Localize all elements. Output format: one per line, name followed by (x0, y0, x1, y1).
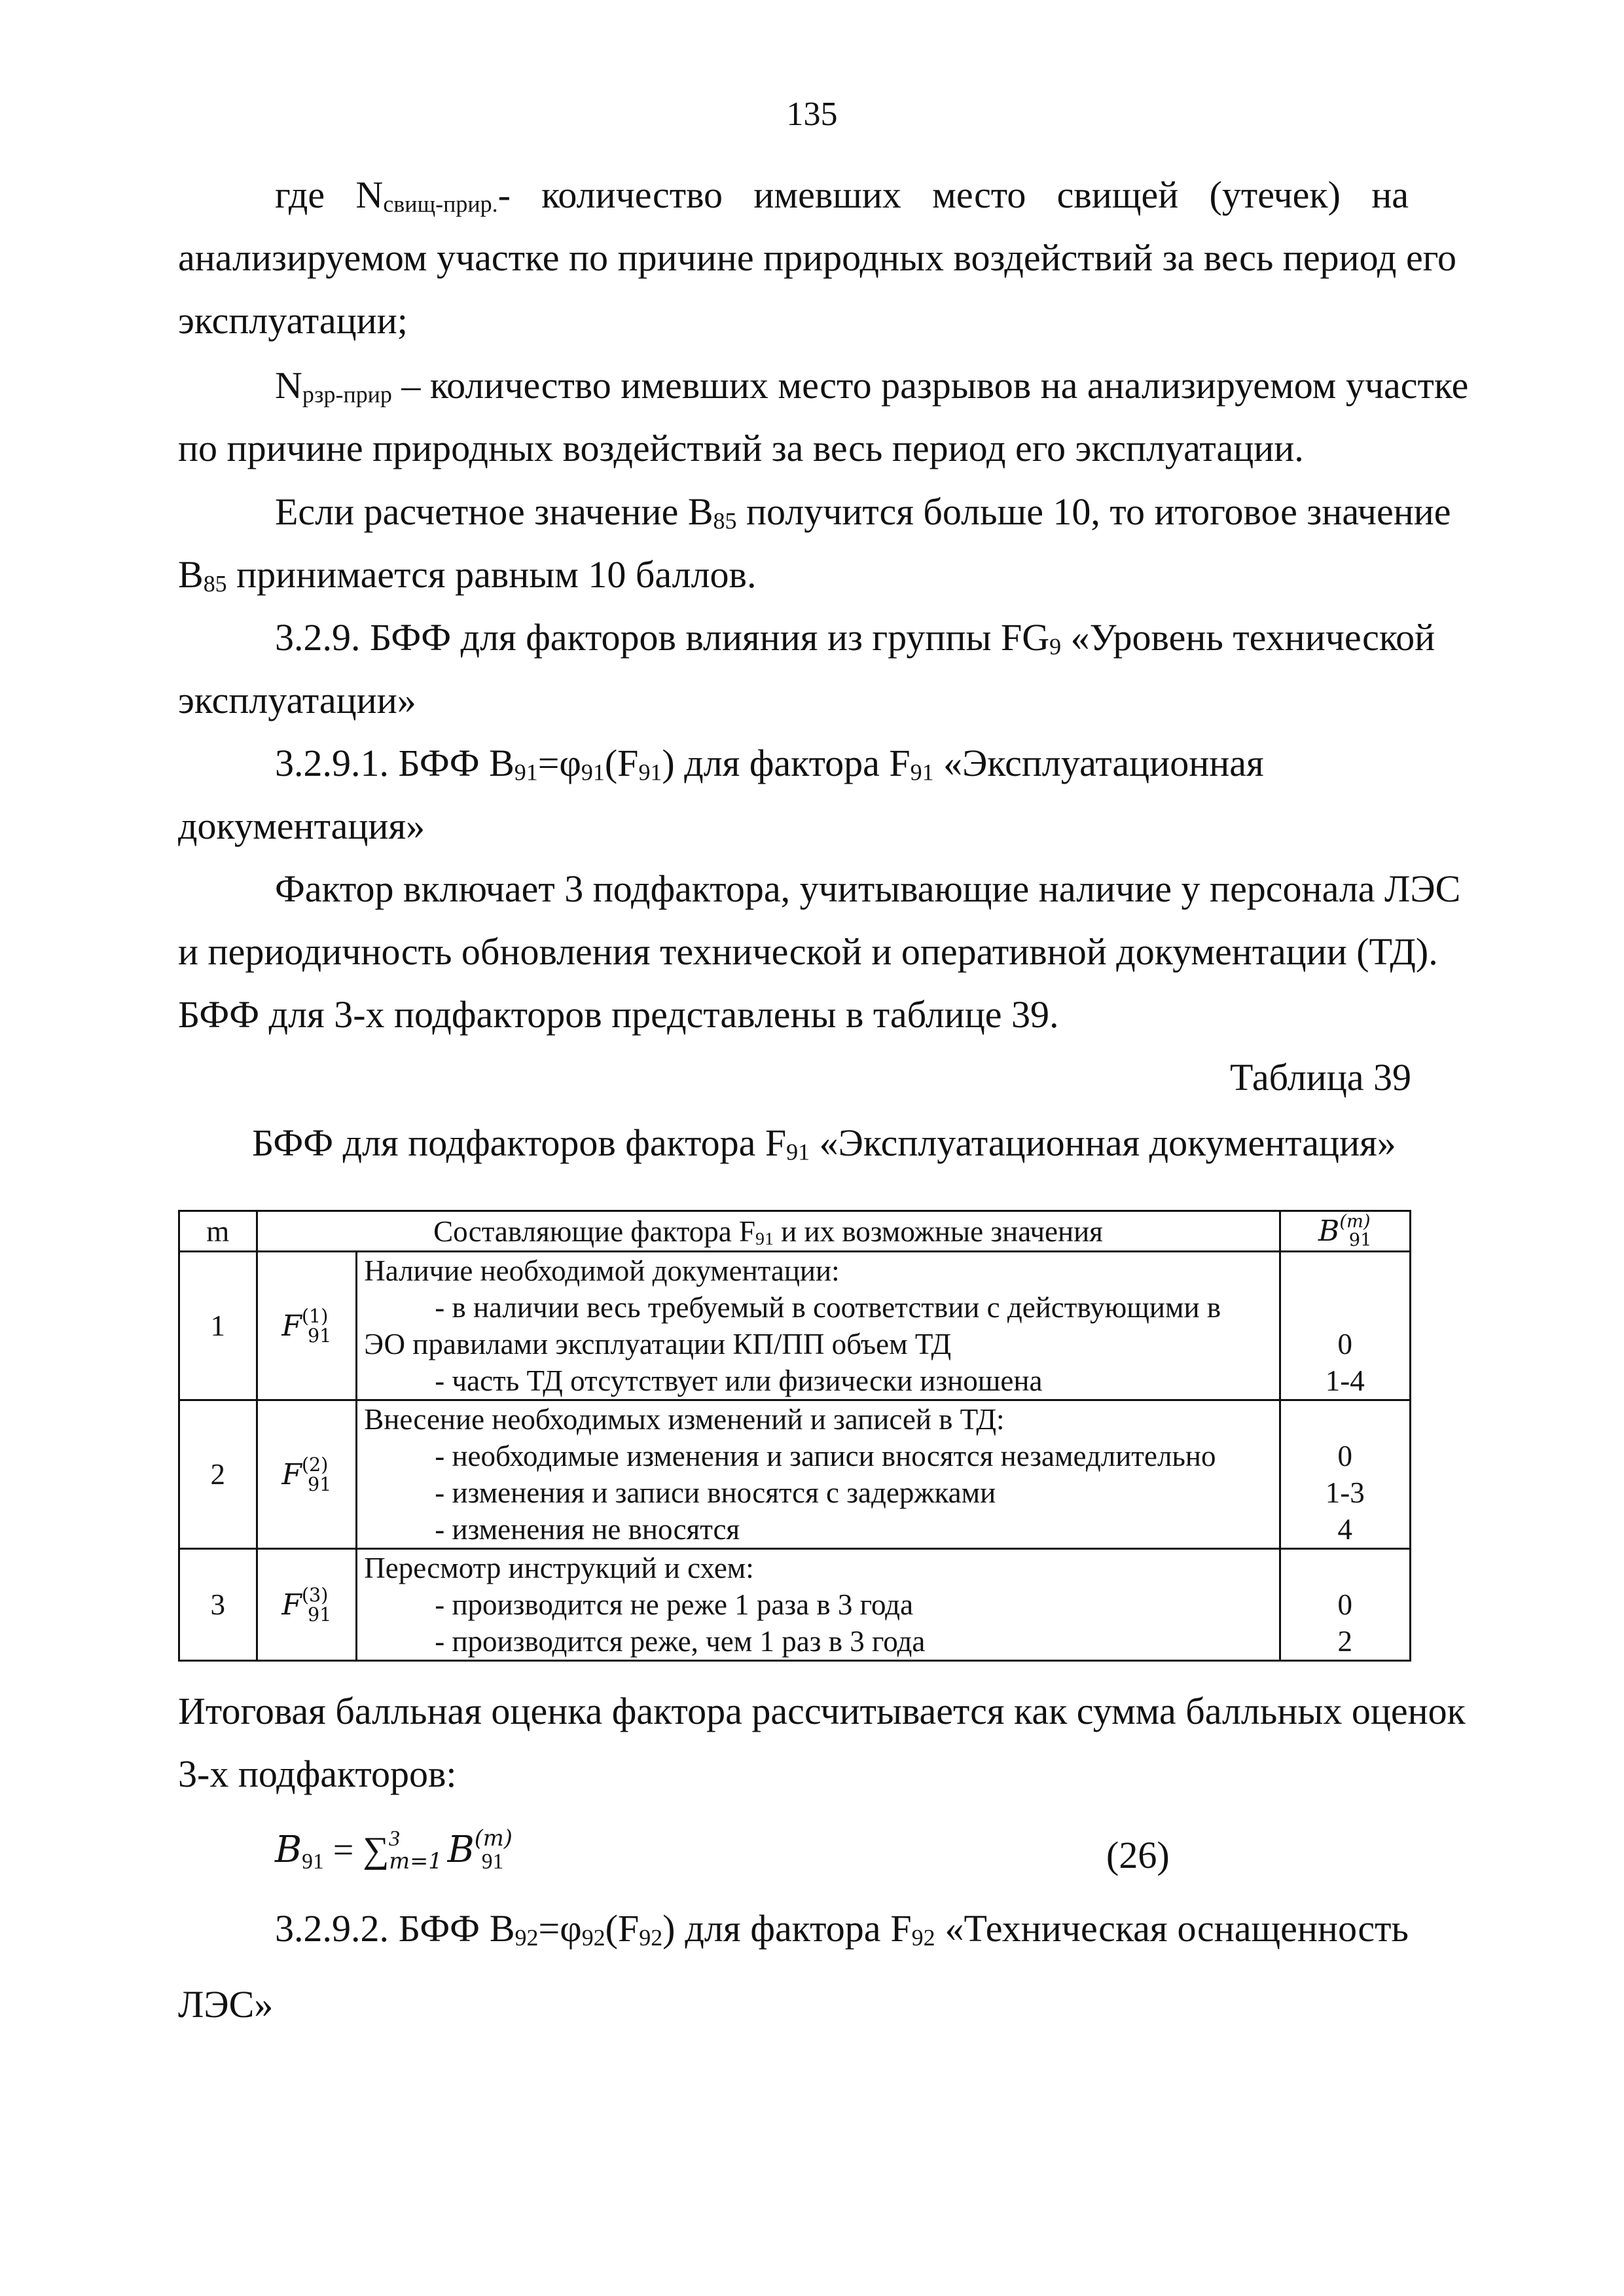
word: количество (541, 173, 723, 216)
row-m-cell: 3 (179, 1549, 257, 1661)
f91-1-symbol: $F^{(1)}_{91}$ (281, 1304, 332, 1347)
formula-equals: = (323, 1830, 363, 1870)
paragraph-total (178, 1688, 1466, 1798)
value: 2 (1337, 1625, 1352, 1658)
page-number: 135 (786, 96, 838, 133)
row-description-cell (357, 1400, 1280, 1549)
word: (утечек) (1209, 173, 1341, 216)
paragraph-leaks (178, 172, 1457, 344)
row-option: - часть ТД отсутствует или физически изношена (435, 1364, 1043, 1397)
row-values-cell (1280, 1549, 1411, 1661)
word: свищей (1056, 173, 1179, 216)
subscript: 9 (1049, 633, 1062, 660)
formula-term: $B^{(m)}91$ (447, 1825, 513, 1874)
formula-lhs: B91 (275, 1829, 324, 1874)
paragraph-total-line-1: Итоговая балльная оценка фактора рассчитывается как сумма балльных оценок (178, 1690, 1466, 1732)
row-factor-symbol-cell (257, 1252, 357, 1400)
row-factor-symbol-cell (257, 1400, 357, 1549)
value: 0 (1337, 1440, 1352, 1472)
symbol-n-ruptures: $N_{рзр-прир}$ (275, 364, 392, 408)
row-option: - необходимые изменения и записи вносятся незамедлительно (435, 1440, 1216, 1472)
header-m: m (179, 1211, 257, 1252)
text: =φ (537, 742, 581, 784)
text: ) для фактора F (662, 742, 911, 784)
value: 0 (1337, 1588, 1352, 1621)
text: «Уровень технической (1061, 616, 1435, 659)
section-heading-3-2-9 (178, 614, 1435, 724)
text: «Техническая (945, 1907, 1168, 1950)
text: 3.2.9. БФФ для факторов влияния из группы FG (275, 616, 1050, 659)
text: БФФ (398, 1907, 480, 1950)
word: место (932, 173, 1026, 216)
section-heading-3-2-9-2-line-1 (178, 1905, 1409, 1952)
row-description-cell (357, 1252, 1280, 1400)
paragraph-b85-line-2 (178, 551, 1409, 598)
row-option: - производится не реже 1 раза в 3 года (435, 1588, 914, 1621)
row-title: Пересмотр инструкций и схем: (364, 1552, 754, 1584)
b91-m-symbol: $B^{(m)}91$ (1318, 1211, 1372, 1251)
paragraph-leaks-line-1 (178, 172, 1409, 219)
text: 3.2.9.1. БФФ В (275, 742, 514, 784)
paragraph-ruptures-line-2: по причине природных воздействий за весь период его эксплуатации. (178, 427, 1304, 469)
row-option: - изменения и записи вносятся с задержками (435, 1476, 996, 1509)
section-heading-3-2-9-1-line-2: документация» (178, 805, 425, 847)
subscript: 91 (581, 759, 605, 786)
table-row (179, 1400, 1411, 1549)
value: 4 (1337, 1513, 1352, 1546)
row-title: Внесение необходимых изменений и записей в ТД: (364, 1403, 1005, 1436)
section-heading-3-2-9-1 (178, 740, 1409, 850)
text: $В_{92}=\varphi_{92}(F_{92})$ (489, 1907, 676, 1951)
symbol-n-leaks: $N_{свищ-прир.}-$ (355, 173, 511, 217)
paragraph-total-line-2: 3-х подфакторов: (178, 1753, 457, 1795)
table-caption (252, 1120, 1396, 1167)
row-m-cell: 1 (179, 1252, 257, 1400)
text: и их возможные значения (773, 1214, 1103, 1248)
section-heading-3-2-9-line-2: эксплуатации» (178, 679, 416, 721)
text: фактора (750, 1907, 881, 1950)
text: принимается равным 10 баллов. (226, 553, 757, 596)
row-option: - производится реже, чем 1 раз в 3 года (435, 1625, 926, 1658)
paragraph-ruptures (178, 362, 1469, 472)
paragraph-factor-line-1: Фактор включает 3 подфактора, учитывающие наличие у персонала ЛЭС (275, 867, 1461, 910)
text: Составляющие фактора F (433, 1214, 756, 1248)
header-components (257, 1211, 1280, 1252)
text: для (685, 1907, 741, 1950)
text: Если расчетное значение В (275, 490, 713, 533)
subscript: 91 (755, 1228, 774, 1249)
value: 0 (1337, 1328, 1352, 1360)
paragraph-factor-line-2: и периодичность обновления технической и оперативной документации (ТД). (178, 930, 1438, 973)
table-39 (178, 1210, 1411, 1662)
row-title: Наличие необходимой документации: (364, 1254, 840, 1287)
subscript: 91 (786, 1139, 810, 1165)
section-heading-3-2-9-1-line-1 (178, 740, 1409, 787)
text: оснащенность (1177, 1907, 1409, 1950)
paragraph-leaks-line-2: анализируемом участке по причине природных воздействий за весь период его (178, 236, 1457, 279)
section-heading-3-2-9-2-line-2: ЛЭС» (178, 1983, 274, 2026)
text: 3.2.9.2. (275, 1907, 389, 1950)
text: «Эксплуатационная (933, 742, 1264, 784)
paragraph-factor (178, 866, 1461, 1038)
text: получится больше 10, то итоговое значение (736, 490, 1451, 533)
row-factor-symbol-cell (257, 1549, 357, 1661)
row-option: - изменения не вносятся (435, 1513, 740, 1546)
subscript: 85 (203, 570, 227, 597)
text: БФФ для подфакторов фактора F (252, 1121, 787, 1164)
subscript: 91 (638, 759, 662, 786)
section-heading-3-2-9-2 (178, 1905, 1409, 2028)
word-gde: где (275, 173, 325, 216)
text: (F (604, 742, 639, 784)
text: В (178, 553, 204, 596)
text: $F_{92}$ (890, 1907, 935, 1951)
value (1281, 1289, 1410, 1326)
value (1281, 1550, 1410, 1586)
f91-2-symbol: $F^{(2)}_{91}$ (281, 1453, 332, 1495)
table-label: Таблица 39 (1229, 1056, 1411, 1099)
word: на (1371, 173, 1409, 216)
subscript: 85 (713, 507, 737, 534)
table-row (179, 1549, 1411, 1661)
row-option-continued: ЭО правилами эксплуатации КП/ПП объем ТД (364, 1328, 952, 1360)
header-b-symbol (1280, 1211, 1411, 1252)
paragraph-b85 (178, 488, 1451, 598)
table-row (179, 1252, 1411, 1400)
table-header-row (179, 1211, 1411, 1252)
row-values-cell (1280, 1252, 1411, 1400)
value: 1-3 (1325, 1476, 1365, 1509)
row-description-cell (357, 1549, 1280, 1661)
value: 1-4 (1325, 1364, 1365, 1397)
paragraph-ruptures-text: – количество имевших место разрывов на анализируемом участке (391, 364, 1469, 407)
paragraph-leaks-line-3: эксплуатации; (178, 299, 408, 342)
text: «Эксплуатационная документация» (810, 1121, 1396, 1164)
word: имевших (753, 173, 901, 216)
row-values-cell (1280, 1400, 1411, 1549)
sum-symbol: ∑$^3$m=1 (363, 1826, 442, 1874)
subscript: 91 (514, 759, 538, 786)
paragraph-b85-line-1 (178, 488, 1451, 536)
value (1281, 1252, 1410, 1289)
f91-3-symbol: $F^{(3)}_{91}$ (281, 1583, 332, 1626)
subscript: 91 (910, 759, 934, 786)
section-heading-3-2-9-line-1 (178, 614, 1435, 661)
row-m-cell: 2 (179, 1400, 257, 1549)
paragraph-factor-line-3: БФФ для 3-х подфакторов представлены в таблице 39. (178, 993, 1059, 1036)
paragraph-ruptures-line-1 (178, 362, 1469, 409)
value (1281, 1401, 1410, 1438)
formula-number: (26) (1106, 1834, 1170, 1876)
row-option: - в наличии весь требуемый в соответствии с действующими в (435, 1291, 1221, 1324)
formula-26 (275, 1825, 513, 1874)
